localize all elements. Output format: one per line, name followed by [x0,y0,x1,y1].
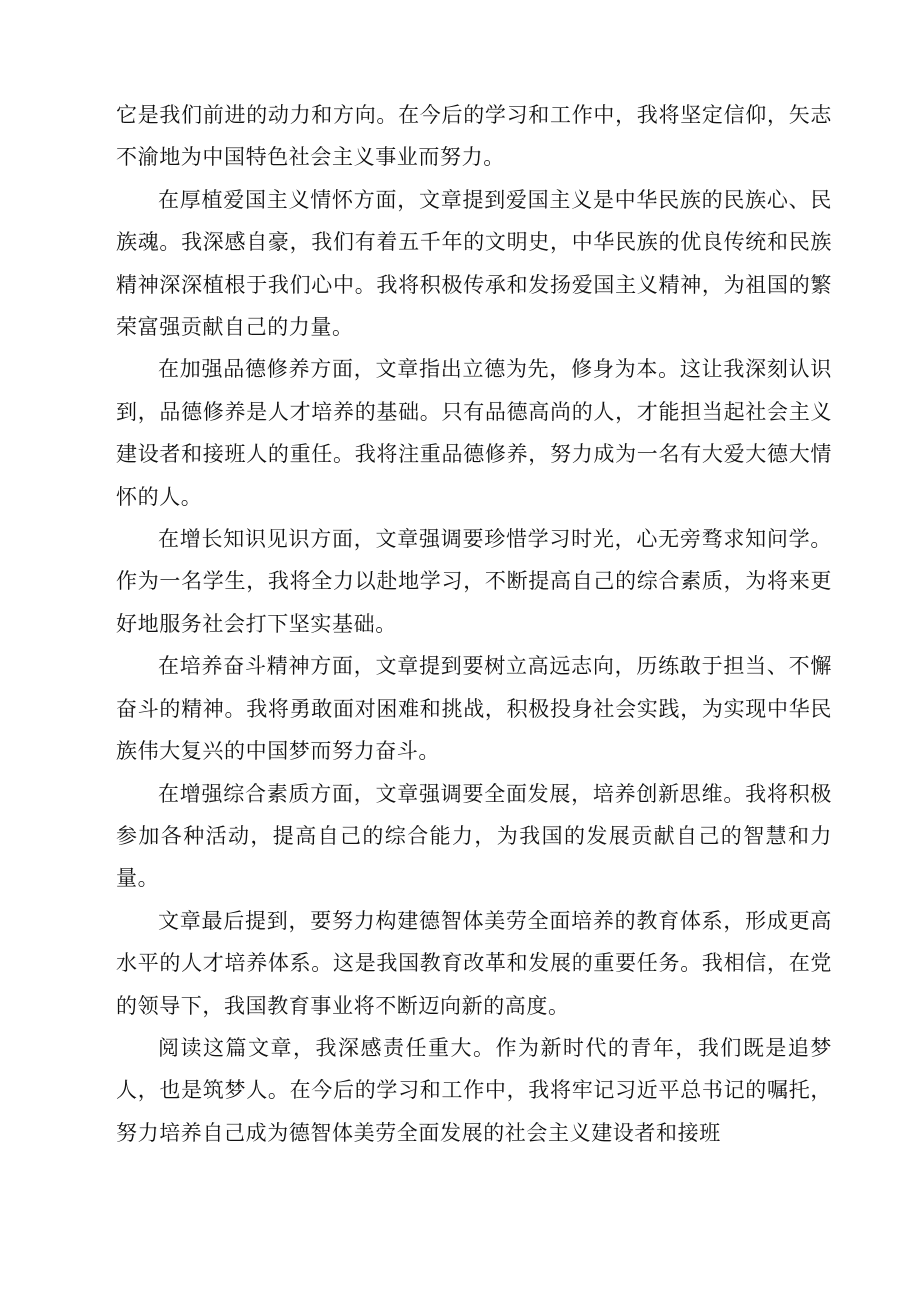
paragraph-striving-spirit: 在培养奋斗精神方面，文章提到要树立高远志向，历练敢于担当、不懈奋斗的精神。我将勇敢面对困难和挑战，积极投身社会实践，为实现中华民族伟大复兴的中国梦而努力奋斗。 [116,654,832,764]
paragraph-patriotism: 在厚植爱国主义情怀方面，文章提到爱国主义是中华民族的民族心、民族魂。我深感自豪，我们有着五千年的文明史，中华民族的优良传统和民族精神深深植根于我们心中。我将积极传承和发扬爱国主义精神，为祖国的繁荣富强贡献自己的力量。 [116,187,832,340]
paragraph-conclusion: 阅读这篇文章，我深感责任重大。作为新时代的青年，我们既是追梦人，也是筑梦人。在今后的学习和工作中，我将牢记习近平总书记的嘱托，努力培养自己成为德智体美劳全面发展的社会主义建设者和接班 [116,1035,832,1145]
paragraph-continuation: 它是我们前进的动力和方向。在今后的学习和工作中，我将坚定信仰，矢志不渝地为中国特色社会主义事业而努力。 [116,103,832,170]
paragraph-comprehensive-quality: 在增强综合素质方面，文章强调要全面发展，培养创新思维。我将积极参加各种活动，提高自己的综合能力，为我国的发展贡献自己的智慧和力量。 [116,781,832,891]
paragraph-moral-cultivation: 在加强品德修养方面，文章指出立德为先，修身为本。这让我深刻认识到，品德修养是人才培养的基础。只有品德高尚的人，才能担当起社会主义建设者和接班人的重任。我将注重品德修养，努力成为一名有大爱大德大情怀的人。 [116,357,832,509]
document-body [116,94,832,1154]
paragraph-knowledge: 在增长知识见识方面，文章强调要珍惜学习时光，心无旁骛求知问学。作为一名学生，我将全力以赴地学习，不断提高自己的综合素质，为将来更好地服务社会打下坚实基础。 [116,527,832,636]
paragraph-education-system: 文章最后提到，要努力构建德智体美劳全面培养的教育体系，形成更高水平的人才培养体系。这是我国教育改革和发展的重要任务。我相信，在党的领导下，我国教育事业将不断迈向新的高度。 [116,908,832,1018]
